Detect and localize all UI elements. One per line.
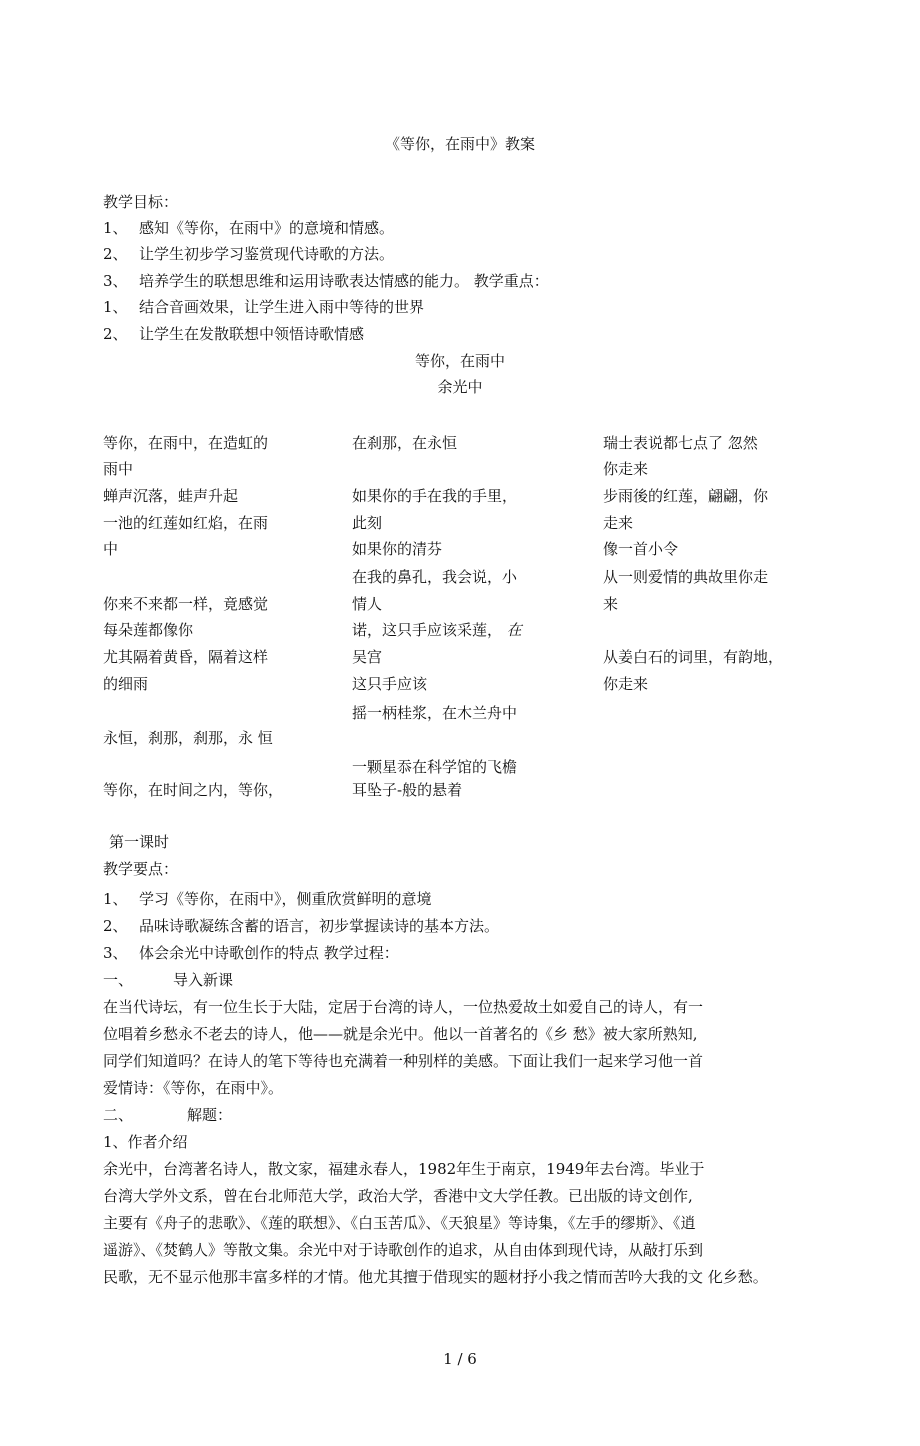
item-text: 让学生在发散联想中领悟诗歌情感 (139, 325, 365, 343)
objective-item (103, 272, 549, 290)
section-number: 一、 (103, 971, 134, 989)
poem-line: 情人 (352, 595, 383, 613)
poem-title: 等你，在雨中 (414, 352, 505, 370)
poem-line: 在我的鼻孔，我会说，小 (352, 568, 518, 586)
document-title: 《等你，在雨中》教案 (384, 135, 535, 153)
item-number: 2、 (103, 325, 128, 343)
poem-line: 像一首小令 (603, 540, 679, 558)
lesson-point-item (103, 917, 499, 935)
poem-line: 从一则爱情的典故里你走 (603, 568, 769, 586)
poem-line: 一颗星忝在科学馆的飞檐 (352, 758, 518, 776)
lesson-point-item (103, 944, 399, 962)
page-number: 1 / 6 (443, 1350, 477, 1368)
paragraph-line: 余光中，台湾著名诗人，散文家，福建永春人，1982年生于南京，1949年去台湾。毕业于 (103, 1160, 705, 1178)
paragraph-line: 遥游》、《焚鹤人》等散文集。余光中对于诗歌创作的追求，从自由体到现代诗，从敲打乐到 (103, 1241, 704, 1259)
item-number: 3、 (103, 272, 128, 290)
poem-line: 每朵莲都像你 (103, 621, 194, 639)
key-point-item (103, 325, 364, 343)
lesson-points-heading: 教学要点： (103, 860, 179, 878)
poem-line-text: 诺，这只手应该采莲， (352, 621, 503, 639)
poem-line: 中 (103, 540, 119, 558)
objective-item (103, 245, 394, 263)
section-heading-intro (103, 971, 233, 989)
item-text: 让学生初步学习鉴赏现代诗歌的方法。 (139, 245, 395, 263)
poem-line: 一池的红莲如红焰，在雨 (103, 514, 269, 532)
lesson-heading: 第一课时 (109, 833, 170, 851)
paragraph-line: 主要有《舟子的悲歌》、《莲的联想》、《白玉苦瓜》、《天狼星》等诗集，《左手的缪斯》、《逍 (103, 1214, 696, 1232)
section-number: 二、 (103, 1106, 134, 1124)
poem-line: 步雨後的红莲，翩翩，你 (603, 487, 769, 505)
paragraph-line: 爱情诗：《等你，在雨中》。 (103, 1079, 284, 1097)
objectives-heading: 教学目标： (103, 193, 179, 211)
author-intro-heading: 1、作者介绍 (103, 1133, 188, 1151)
poem-line-italic: 在 (506, 621, 522, 639)
item-number: 2、 (103, 917, 128, 935)
poem-line: 瑞士表说都七点了 忽然 (603, 434, 758, 452)
item-text: 结合音画效果，让学生进入雨中等待的世界 (139, 298, 425, 316)
lesson-point-item (103, 890, 432, 908)
item-number: 2、 (103, 245, 128, 263)
poem-line: 来 (603, 595, 619, 613)
item-text: 感知《等你，在雨中》的意境和情感。 (139, 219, 395, 237)
objective-item (103, 219, 394, 237)
poem-line: 你来不来都一样，竟感觉 (103, 595, 269, 613)
poem-line: 此刻 (352, 514, 383, 532)
poem-line: 走来 (603, 514, 634, 532)
paragraph-line: 台湾大学外文系，曾在台北师范大学，政治大学，香港中文大学任教。已出版的诗文创作, (103, 1187, 693, 1205)
paragraph-line: 在当代诗坛，有一位生长于大陆，定居于台湾的诗人，一位热爱故土如爱自己的诗人，有一 (103, 998, 704, 1016)
poem-line: 你走来 (603, 460, 649, 478)
poem-line: 蝉声沉落，蛙声升起 (103, 487, 239, 505)
poem-line: 摇一柄桂浆，在木兰舟中 (352, 704, 518, 722)
poem-line (352, 621, 522, 639)
section-title: 解题： (187, 1106, 233, 1124)
item-number: 1、 (103, 219, 128, 237)
poem-line: 耳坠子-般的悬着 (352, 781, 463, 799)
poem-line: 尤其隔着黄昏，隔着这样 (103, 648, 269, 666)
paragraph-line: 同学们知道吗？在诗人的笔下等待也充满着一种别样的美感。下面让我们一起来学习他一首 (103, 1052, 704, 1070)
section-heading-analysis (103, 1106, 232, 1124)
poem-line: 吴宫 (352, 648, 383, 666)
item-number: 3、 (103, 944, 128, 962)
poem-line: 如果你的清芬 (352, 540, 443, 558)
section-title: 导入新课 (173, 971, 234, 989)
poem-line: 这只手应该 (352, 675, 428, 693)
poem-line: 在刹那，在永恒 (352, 434, 458, 452)
poem-line: 雨中 (103, 460, 134, 478)
item-text: 品味诗歌凝练含蓄的语言，初步掌握读诗的基本方法。 (139, 917, 500, 935)
poem-line: 等你，在时间之内，等你， (103, 781, 284, 799)
key-point-item (103, 298, 424, 316)
poem-line: 的细雨 (103, 675, 149, 693)
paragraph-line: 民歌，无不显示他那丰富多样的才情。他尤其擅于借现实的题材抒小我之情而苦吟大我的文 化乡愁。 (103, 1268, 768, 1286)
item-text: 学习《等你，在雨中》，侧重欣赏鲜明的意境 (139, 890, 432, 908)
paragraph-line: 位唱着乡愁永不老去的诗人，他——就是余光中。他以一首著名的《乡 愁》被大家所熟知, (103, 1025, 698, 1043)
poem-line: 等你，在雨中，在造虹的 (103, 434, 269, 452)
item-text: 培养学生的联想思维和运用诗歌表达情感的能力。 教学重点： (139, 272, 549, 290)
item-number: 1、 (103, 298, 128, 316)
item-number: 1、 (103, 890, 128, 908)
poem-line: 永恒，刹那，刹那，永 恒 (103, 729, 273, 747)
poem-line: 你走来 (603, 675, 649, 693)
poem-author: 余光中 (437, 378, 483, 396)
poem-line: 从姜白石的词里，有韵地， (603, 648, 784, 666)
poem-line: 如果你的手在我的手里， (352, 487, 518, 505)
item-text: 体会余光中诗歌创作的特点 教学过程： (139, 944, 399, 962)
